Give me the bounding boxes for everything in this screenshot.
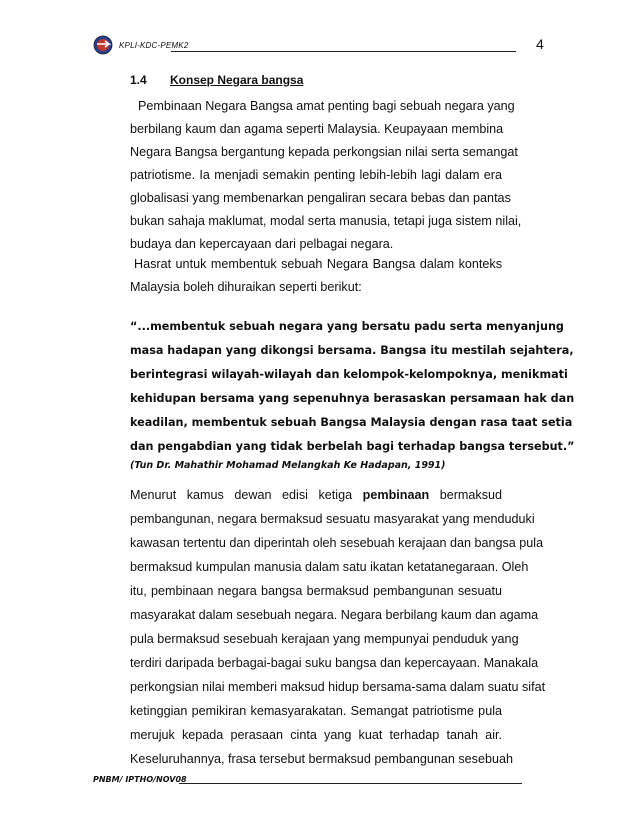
header-document-code: KPLI-KDC-PEMK2 [119,41,189,50]
quote-line: berintegrasi wilayah-wilayah dan kelompok-kelompoknya, menikmati [130,368,568,381]
paragraph-text: bermaksud [439,488,503,502]
quote-citation: (Tun Dr. Mahathir Mohamad Melangkah Ke Hadapan, 1991) [130,460,446,471]
paragraph-line: Negara Bangsa bergantung kepada perkongsian nilai serta semangat [130,145,518,159]
paragraph-line: bermaksud kumpulan manusia dalam satu ikatan ketatanegaraan. Oleh [130,560,529,574]
paragraph-line: berbilang kaum dan agama seperti Malaysia. Keupayaan membina [130,122,504,136]
footer-rule [179,783,522,784]
footer-document-code: PNBM/ IPTHO/NOV08 [93,775,187,784]
paragraph-line: perkongsian nilai memberi maksud hidup bersama-sama dalam suatu sifat [130,680,546,694]
quote-line: dan pengabdian yang tidak berbelah bagi terhadap bangsa tersebut.” [130,440,575,453]
paragraph-line: terdiri daripada berbagai-bagai suku bangsa dan kepercayaan. Manakala [130,656,539,670]
paragraph-line: budaya dan kepercayaan dari pelbagai negara. [130,237,394,251]
section-title: Konsep Negara bangsa [170,73,304,87]
paragraph-line: patriotisme. Ia menjadi semakin penting lebih-lebih lagi dalam era [130,168,502,182]
paragraph-line: ketinggian pemikiran kemasyarakatan. Semangat patriotisme pula [130,704,502,718]
section-number: 1.4 [130,73,147,87]
paragraph-line [130,487,502,503]
paragraph-line: bukan sahaja maklumat, modal serta manusia, tetapi juga sistem nilai, [130,214,522,228]
paragraph-line: merujuk kepada perasaan cinta yang kuat terhadap tanah air. [130,728,502,742]
paragraph-line: Malaysia boleh dihuraikan seperti berikut: [130,280,362,294]
quote-line: “...membentuk sebuah negara yang bersatu padu serta menyanjung [130,320,564,333]
paragraph-line: masyarakat dalam sesebuah negara. Negara berbilang kaum dan agama [130,608,539,622]
keyword-pembinaan: pembinaan [362,488,430,502]
paragraph-text: Menurut kamus dewan edisi ketiga [130,488,353,502]
page-number: 4 [536,36,544,52]
paragraph-line: itu, pembinaan negara bangsa bermaksud pembangunan sesuatu [130,584,502,598]
institution-logo-icon [93,35,113,55]
paragraph-line: Pembinaan Negara Bangsa amat penting bagi sebuah negara yang [138,99,515,113]
paragraph-line: kawasan tertentu dan diperintah oleh sesebuah kerajaan dan bangsa pula [130,536,544,550]
paragraph-line: Keseluruhannya, frasa tersebut bermaksud pembangunan sesebuah [130,752,513,766]
paragraph-line: Hasrat untuk membentuk sebuah Negara Bangsa dalam konteks [134,257,502,271]
paragraph-line: globalisasi yang membenarkan pengaliran secara bebas dan pantas [130,191,511,205]
quote-line: masa hadapan yang dikongsi bersama. Bangsa itu mestilah sejahtera, [130,344,574,357]
header-rule [171,51,516,52]
quote-line: keadilan, membentuk sebuah Bangsa Malaysia dengan rasa taat setia [130,416,573,429]
paragraph-line: pula bermaksud sesebuah kerajaan yang mempunyai penduduk yang [130,632,519,646]
quote-line: kehidupan bersama yang sepenuhnya berasaskan persamaan hak dan [130,392,575,405]
paragraph-line: pembangunan, negara bermaksud sesuatu masyarakat yang menduduki [130,512,535,526]
